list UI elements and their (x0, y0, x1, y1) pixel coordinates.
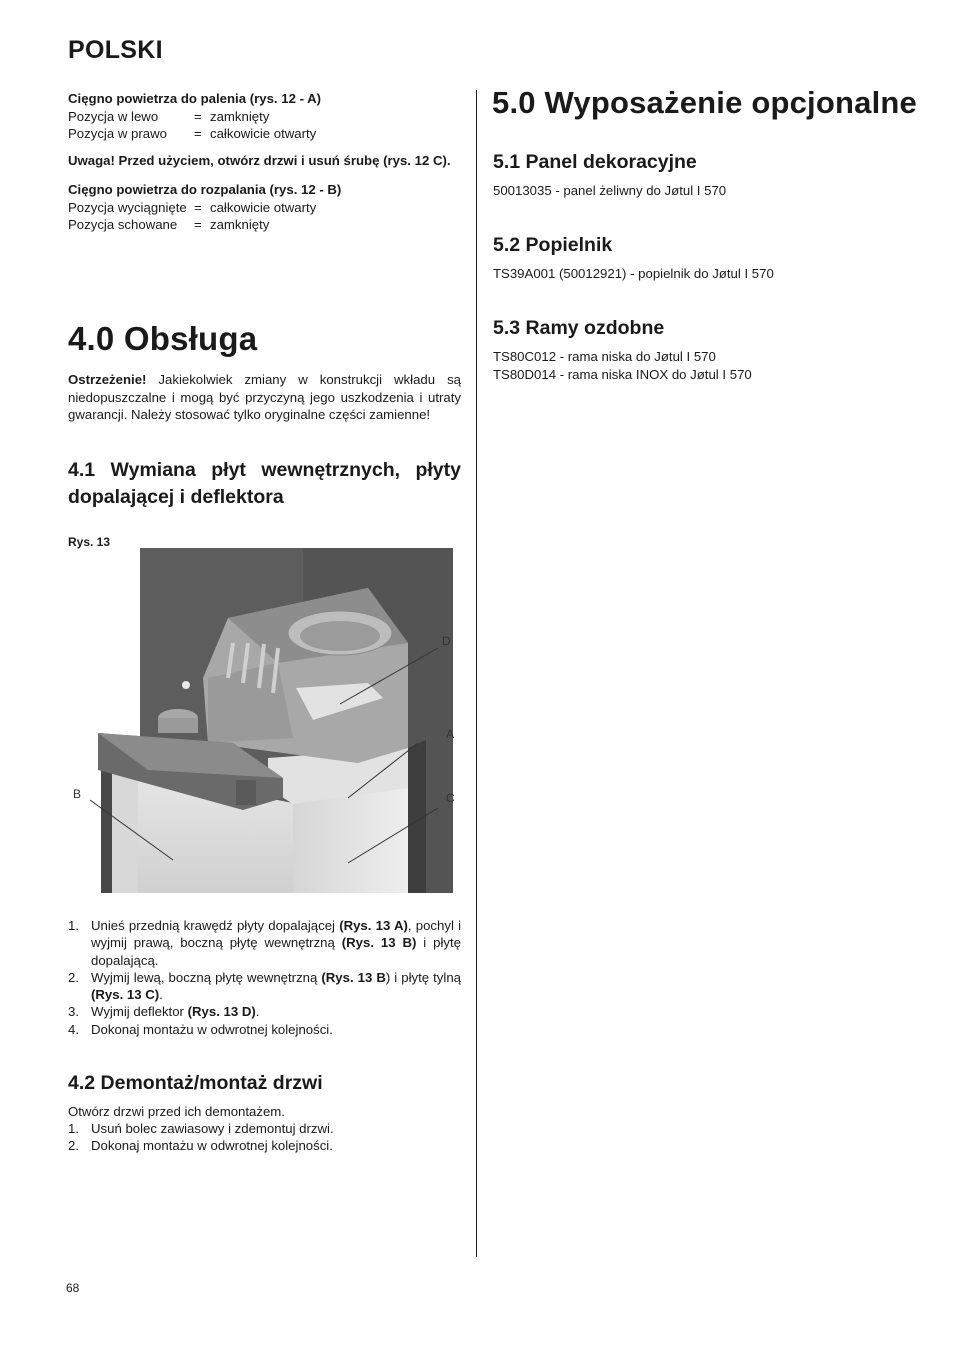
text-line: TS80D014 - rama niska INOX do Jøtul I 570 (493, 366, 752, 382)
startup-air-title: Cięgno powietrza do rozpalania (rys. 12 - B) (68, 182, 342, 197)
section-4-2-title: 4.2 Demontaż/montaż drzwi (68, 1072, 323, 1094)
primary-air-row: Pozycja w prawo = całkowicie otwarty (68, 126, 317, 141)
warning-text: Jakiekolwiek zmiany w konstrukcji wkładu są niedopuszczalne i mogą być przyczyną jego uszkodzenia i utraty gwarancji. Należy stosować tylko oryginalne części zamienne! (68, 372, 461, 422)
column-divider (476, 90, 477, 1257)
section-4-1-title: 4.1 Wymiana płyt wewnętrznych, płyty dopalającej i deflektora (68, 459, 461, 508)
section-5-title: 5.0 Wyposażenie opcjonalne (492, 85, 917, 120)
warning-label: Ostrzeżenie! (68, 372, 147, 387)
startup-air-row: Pozycja schowane = zamknięty (68, 217, 270, 232)
primary-air-block (68, 90, 463, 143)
list-item: 3. Wyjmij deflektor (Rys. 13 D). (68, 1004, 260, 1020)
primary-air-row: Pozycja w lewo = zamknięty (68, 108, 270, 124)
page-number: 68 (66, 1281, 80, 1295)
label-d: D (442, 634, 451, 648)
warning-paragraph (68, 371, 461, 424)
rear-plate-c (293, 788, 408, 893)
row-value: zamknięty (210, 217, 270, 232)
section-5-2-title: 5.2 Popielnik (493, 234, 613, 256)
list-item: 2. Dokonaj montażu w odwrotnej kolejności. (68, 1138, 333, 1154)
row-key: Pozycja schowane (68, 217, 178, 232)
text-line: 50013035 - panel żeliwny do Jøtul I 570 (493, 183, 727, 198)
section-4-2-intro: Otwórz drzwi przed ich demontażem. (68, 1104, 285, 1119)
label-b: B (73, 787, 82, 801)
row-value: całkowicie otwarty (210, 126, 317, 141)
row-key: Pozycja w prawo (68, 126, 167, 141)
section-5-3-title: 5.3 Ramy ozdobne (493, 317, 665, 339)
section-5-1-text (493, 182, 726, 200)
list-item: 2. Wyjmij lewą, boczną płytę wewnętrzną (Rys. 13 B) i płytę tylną (Rys. 13 C). (68, 969, 461, 1003)
text-line: TS80C012 - rama niska do Jøtul I 570 (493, 349, 716, 364)
startup-air-block (68, 181, 463, 234)
language-heading: POLSKI (68, 36, 163, 64)
list-item: 1. Unieś przednią krawędź płyty dopalającej (Rys. 13 A), pochyl i wyjmij prawą, boczną płytę wewnętrzną (Rys. 13 B) i płytę dopalającą. (68, 918, 461, 968)
row-key: Pozycja w lewo (68, 108, 159, 124)
figure-caption: Rys. 13 (68, 535, 111, 549)
text-line: TS39A001 (50012921) - popielnik do Jøtul I 570 (493, 266, 774, 281)
row-value: całkowicie otwarty (210, 199, 317, 215)
note-text: Uwaga! Przed użyciem, otwórz drzwi i usuń śrubę (rys. 12 C). (68, 153, 451, 168)
primary-air-title: Cięgno powietrza do palenia (rys. 12 - A) (68, 91, 322, 106)
steps-4-1-list (68, 917, 461, 1038)
startup-air-row: Pozycja wyciągnięte = całkowicie otwarty (68, 199, 317, 215)
section-5-1-title: 5.1 Panel dekoracyjne (493, 151, 697, 173)
row-key: Pozycja wyciągnięte (68, 199, 187, 215)
figure-13-stove-illustration (68, 548, 462, 896)
section-4-title: 4.0 Obsługa (68, 320, 258, 357)
label-a: A (446, 727, 455, 741)
section-5-2-text (493, 265, 774, 283)
list-item: 1. Usuń bolec zawiasowy i zdemontuj drzwi. (68, 1121, 334, 1136)
list-item: 4. Dokonaj montażu w odwrotnej kolejności. (68, 1021, 333, 1037)
row-value: zamknięty (210, 108, 270, 124)
label-c: C (446, 791, 455, 805)
section-5-3-text (493, 348, 752, 383)
steps-4-2-list (68, 1120, 461, 1155)
